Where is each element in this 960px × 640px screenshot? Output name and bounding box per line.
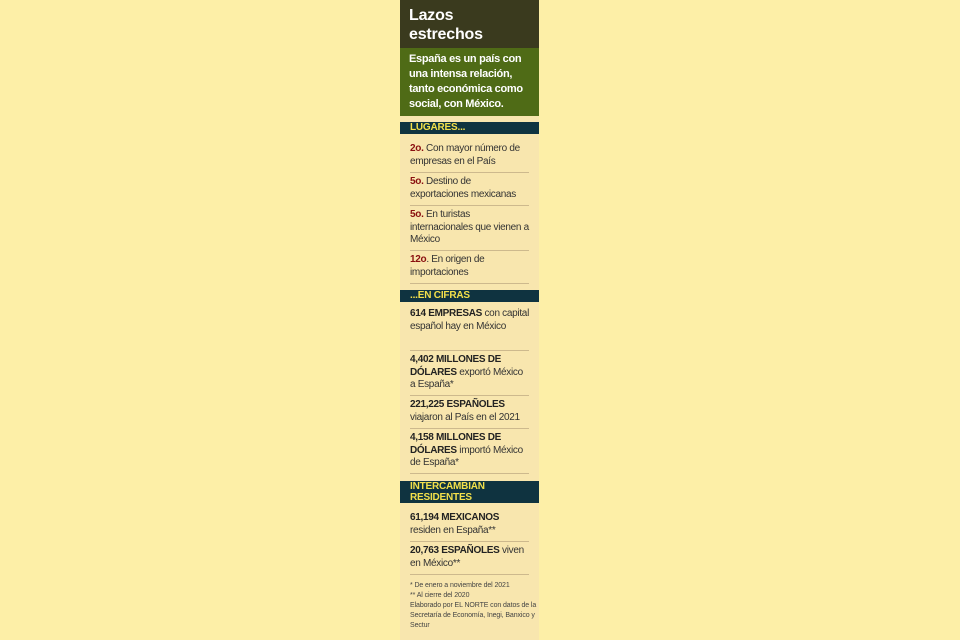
rank: 5o. xyxy=(410,209,424,220)
figure-value: 20,763 ESPAÑOLES xyxy=(410,545,500,556)
section-header-residentes: INTERCAMBIAN RESIDENTES xyxy=(400,481,518,503)
figure-value: 61,194 MEXICANOS xyxy=(410,512,500,523)
item-text: con capital español hay en México xyxy=(410,308,529,332)
item-text: residen en España** xyxy=(410,524,496,536)
divider xyxy=(410,574,529,575)
intro-box xyxy=(400,48,539,116)
section-header-lugares: LUGARES... xyxy=(400,122,539,134)
title-box xyxy=(400,0,539,48)
rank: 2o. xyxy=(410,143,424,154)
divider xyxy=(410,473,529,474)
figure-value: 221,225 ESPAÑOLES xyxy=(410,399,505,410)
lugares-item-1 xyxy=(410,143,529,168)
source-note: Elaborado por EL NORTE con datos de la Secretaría de Economía, Inegi, Banxico y Sectur xyxy=(410,602,537,629)
item-text: viven en México** xyxy=(410,545,524,569)
figure-value: 4,402 MILLONES DE DÓLARES xyxy=(410,354,502,378)
cifras-item-2 xyxy=(410,354,529,392)
intro-text: España es un país con una intensa relación, tanto económica como social, con México. xyxy=(409,53,523,110)
section-header-cifras: ...EN CIFRAS xyxy=(400,290,539,302)
rank: 5o. xyxy=(410,176,424,187)
item-text: . En origen de importaciones xyxy=(410,254,485,278)
divider xyxy=(410,428,529,429)
item-text: exportó México a España* xyxy=(410,366,523,390)
cifras-item-4 xyxy=(410,432,529,470)
figure-value: 4,158 MILLONES DE DÓLARES xyxy=(410,432,502,456)
cifras-item-1 xyxy=(410,308,529,333)
item-text: viajaron al País en el 2021 xyxy=(410,411,520,423)
divider xyxy=(410,205,529,206)
divider xyxy=(410,395,529,396)
divider xyxy=(410,250,529,251)
infographic-panel xyxy=(400,0,539,640)
section-header-fill xyxy=(518,481,539,503)
divider xyxy=(410,283,529,284)
divider xyxy=(410,172,529,173)
item-text: Destino de exportaciones mexicanas xyxy=(410,176,516,200)
figure-value: 614 EMPRESAS xyxy=(410,308,482,319)
lugares-item-2 xyxy=(410,176,529,201)
footnote-1: * De enero a noviembre del 2021 xyxy=(410,582,510,589)
infographic-title: Lazos estrechos xyxy=(409,7,483,43)
cifras-item-3 xyxy=(410,399,529,424)
divider xyxy=(410,541,529,542)
residentes-item-1 xyxy=(410,512,529,537)
lugares-item-3 xyxy=(410,209,529,247)
residentes-item-2 xyxy=(410,545,529,570)
footnote-2: ** Al cierre del 2020 xyxy=(410,592,470,599)
footnotes xyxy=(410,581,538,631)
item-text: Con mayor número de empresas en el País xyxy=(410,143,520,167)
item-text: En turistas internacionales que vienen a México xyxy=(410,209,529,245)
divider xyxy=(410,350,529,351)
lugares-item-4 xyxy=(410,254,529,279)
rank: 12o xyxy=(410,254,427,265)
item-text: importó México de España* xyxy=(410,444,523,468)
